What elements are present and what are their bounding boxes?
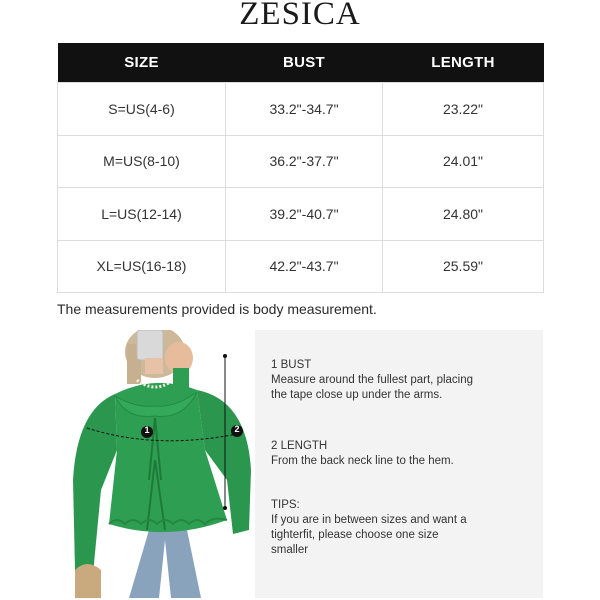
size-cell: L=US(12-14) <box>58 188 226 241</box>
bust-cell: 39.2"-40.7" <box>226 188 383 241</box>
model-illustration <box>57 330 255 598</box>
tips-line1: If you are in between sizes and want a <box>271 514 467 526</box>
table-row <box>58 135 544 188</box>
table-header-row <box>58 43 544 83</box>
bust-desc-line1: Measure around the fullest part, placing <box>271 374 474 386</box>
tips-line2: tighterfit, please choose one size <box>271 529 439 541</box>
length-marker: 2 <box>234 424 240 434</box>
bust-marker: 1 <box>144 425 150 435</box>
size-cell: M=US(8-10) <box>58 135 226 188</box>
length-title: 2 LENGTH <box>271 440 328 452</box>
tips-section <box>271 498 467 558</box>
brand-logo: ZESICA <box>239 0 361 32</box>
length-cell: 25.59" <box>383 240 544 293</box>
table-row <box>58 83 544 136</box>
bust-cell: 42.2"-43.7" <box>226 240 383 293</box>
tips-line3: smaller <box>271 544 309 556</box>
header-length: LENGTH <box>383 43 544 83</box>
size-chart-table <box>57 43 544 293</box>
bust-section <box>271 358 473 403</box>
size-cell: XL=US(16-18) <box>58 240 226 293</box>
model-photo <box>57 330 255 598</box>
table-row <box>58 240 544 293</box>
bust-title: 1 BUST <box>271 359 312 371</box>
length-section <box>271 439 454 469</box>
length-desc-line1: From the back neck line to the hem. <box>271 455 454 467</box>
size-cell: S=US(4-6) <box>58 83 226 136</box>
length-cell: 24.80" <box>383 188 544 241</box>
header-bust: BUST <box>226 43 383 83</box>
length-cell: 23.22" <box>383 83 544 136</box>
length-cell: 24.01" <box>383 135 544 188</box>
table-row <box>58 188 544 241</box>
bust-cell: 33.2"-34.7" <box>226 83 383 136</box>
bust-cell: 36.2"-37.7" <box>226 135 383 188</box>
measurement-guide-panel <box>255 330 543 598</box>
measurement-note: The measurements provided is body measurement. <box>57 301 377 317</box>
tips-title: TIPS: <box>271 499 300 511</box>
bust-desc-line2: the tape close up under the arms. <box>271 389 443 401</box>
header-size: SIZE <box>58 43 226 83</box>
